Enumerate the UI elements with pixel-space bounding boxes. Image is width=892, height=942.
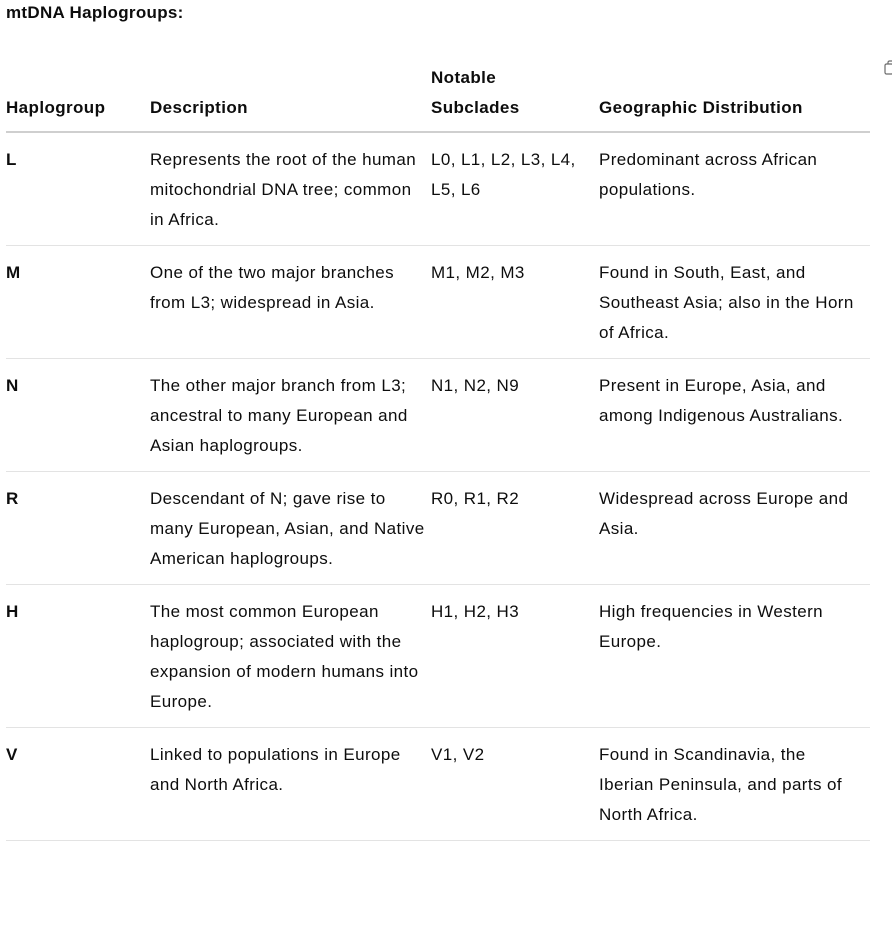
- table-row: [6, 728, 870, 841]
- table-row: [6, 472, 870, 585]
- subclades-cell: L0, L1, L2, L3, L4, L5, L6: [431, 132, 599, 246]
- table-row: [6, 585, 870, 728]
- description-cell: One of the two major branches from L3; widespread in Asia.: [150, 246, 431, 359]
- haplogroup-cell: R: [6, 472, 150, 585]
- haplogroup-cell: V: [6, 728, 150, 841]
- header-subclades: Notable Subclades: [431, 60, 599, 132]
- distribution-cell: Present in Europe, Asia, and among Indigenous Australians.: [599, 359, 870, 472]
- table-row: [6, 132, 870, 246]
- distribution-cell: High frequencies in Western Europe.: [599, 585, 870, 728]
- distribution-cell: Found in South, East, and Southeast Asia; also in the Horn of Africa.: [599, 246, 870, 359]
- section-heading: mtDNA Haplogroups:: [6, 3, 184, 22]
- haplogroups-table: [6, 60, 870, 841]
- header-distribution: Geographic Distribution: [599, 60, 870, 132]
- haplogroup-cell: L: [6, 132, 150, 246]
- subclades-cell: H1, H2, H3: [431, 585, 599, 728]
- distribution-cell: Predominant across African populations.: [599, 132, 870, 246]
- description-cell: Descendant of N; gave rise to many European, Asian, and Native American haplogroups.: [150, 472, 431, 585]
- distribution-cell: Found in Scandinavia, the Iberian Peninsula, and parts of North Africa.: [599, 728, 870, 841]
- copy-icon[interactable]: [884, 60, 892, 76]
- subclades-cell: V1, V2: [431, 728, 599, 841]
- subclades-cell: M1, M2, M3: [431, 246, 599, 359]
- header-description: Description: [150, 60, 431, 132]
- subclades-cell: N1, N2, N9: [431, 359, 599, 472]
- description-cell: Linked to populations in Europe and North Africa.: [150, 728, 431, 841]
- description-cell: Represents the root of the human mitochondrial DNA tree; common in Africa.: [150, 132, 431, 246]
- haplogroup-cell: N: [6, 359, 150, 472]
- haplogroup-cell: M: [6, 246, 150, 359]
- haplogroup-cell: H: [6, 585, 150, 728]
- header-haplogroup: Haplogroup: [6, 60, 150, 132]
- description-cell: The most common European haplogroup; associated with the expansion of modern humans into Europe.: [150, 585, 431, 728]
- distribution-cell: Widespread across Europe and Asia.: [599, 472, 870, 585]
- table-row: [6, 246, 870, 359]
- table-header-row: [6, 60, 870, 132]
- description-cell: The other major branch from L3; ancestral to many European and Asian haplogroups.: [150, 359, 431, 472]
- subclades-cell: R0, R1, R2: [431, 472, 599, 585]
- table-row: [6, 359, 870, 472]
